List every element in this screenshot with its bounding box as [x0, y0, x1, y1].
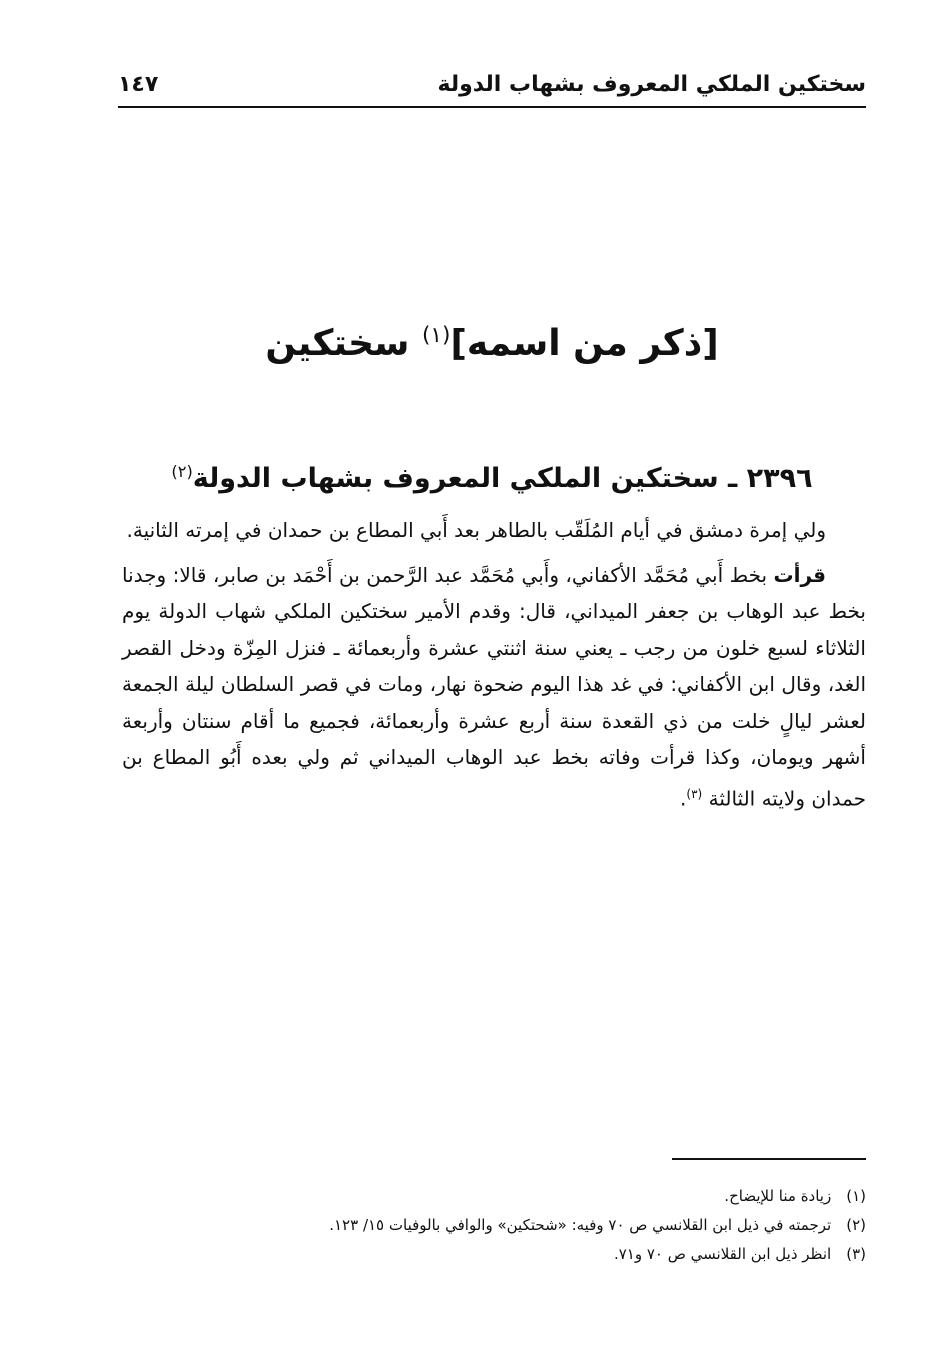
paragraph-1: ولي إمرة دمشق في أيام المُلَقّب بالطاهر بعد أَبي المطاع بن حمدان في إمرته الثانية. [126, 518, 826, 542]
footnote-text: انظر ذيل ابن القلانسي ص ٧٠ و٧١. [613, 1245, 832, 1263]
chapter-title [118, 308, 866, 372]
footnote-number: (٢) [846, 1216, 866, 1234]
paragraph-2 [122, 557, 866, 817]
paragraph-2-lead-word: قرأت [773, 562, 826, 587]
running-title: سختكين الملكي المعروف بشهاب الدولة [437, 72, 866, 97]
footnote-text: زيادة منا للإيضاح. [724, 1187, 832, 1205]
footnote-2 [240, 1211, 866, 1240]
header-rule [118, 106, 866, 108]
footnote-rule [672, 1158, 866, 1160]
footnote-number: (٣) [846, 1245, 866, 1263]
footnote-1 [240, 1182, 866, 1211]
chapter-name: سختكين [265, 323, 410, 364]
entry-title-text: ٢٣٩٦ ـ سختكين الملكي المعروف بشهاب الدولة [192, 463, 813, 494]
chapter-title-text: [ذكر من اسمه] [450, 323, 719, 364]
page-number: ١٤٧ [118, 72, 159, 97]
footnote-mark-1: (١) [421, 323, 451, 348]
paragraph-2-end: . [680, 786, 687, 811]
footnote-number: (١) [846, 1187, 866, 1205]
body-text [122, 512, 866, 817]
entry-title [118, 450, 866, 501]
footnote-mark-3: (٣) [686, 786, 703, 801]
footnote-3 [240, 1240, 866, 1269]
paragraph-2-text: بخط أَبي مُحَمَّد الأكفاني، وأَبي مُحَمَّد عبد الرَّحمن بن أَحْمَد بن صابر، قالا: وجدنا بخط عبد الوهاب بن جعفر الميداني، قال: وقدم الأمير سختكين الملكي شهاب الدولة يوم الثلاثاء لسبع خلون من رجب ـ يعني سنة اثنتي عشرة وأربعمائة ـ فنزل المِزّة ودخل القصر الغد، وقال ابن الأكفاني: في غد هذا اليوم ضحوة نهار، ومات في قصر السلطان ليلة الجمعة لعشر ليالٍ خلت من ذي القعدة سنة أربع عشرة وأربعمائة، فجميع ما أقام سنتان وأربعة أشهر ويومان، وكذا قرأت وفاته بخط عبد الوهاب الميداني ثم ولي بعده أَبُو المطاع بن حمدان ولايته الثالثة [122, 562, 866, 811]
footnotes [240, 1182, 866, 1269]
footnote-mark-2: (٢) [171, 462, 193, 481]
running-header [118, 70, 866, 104]
footnote-text: ترجمته في ذيل ابن القلانسي ص ٧٠ وفيه: «شحتكين» والوافي بالوفيات ١٥/ ١٢٣. [329, 1216, 832, 1234]
